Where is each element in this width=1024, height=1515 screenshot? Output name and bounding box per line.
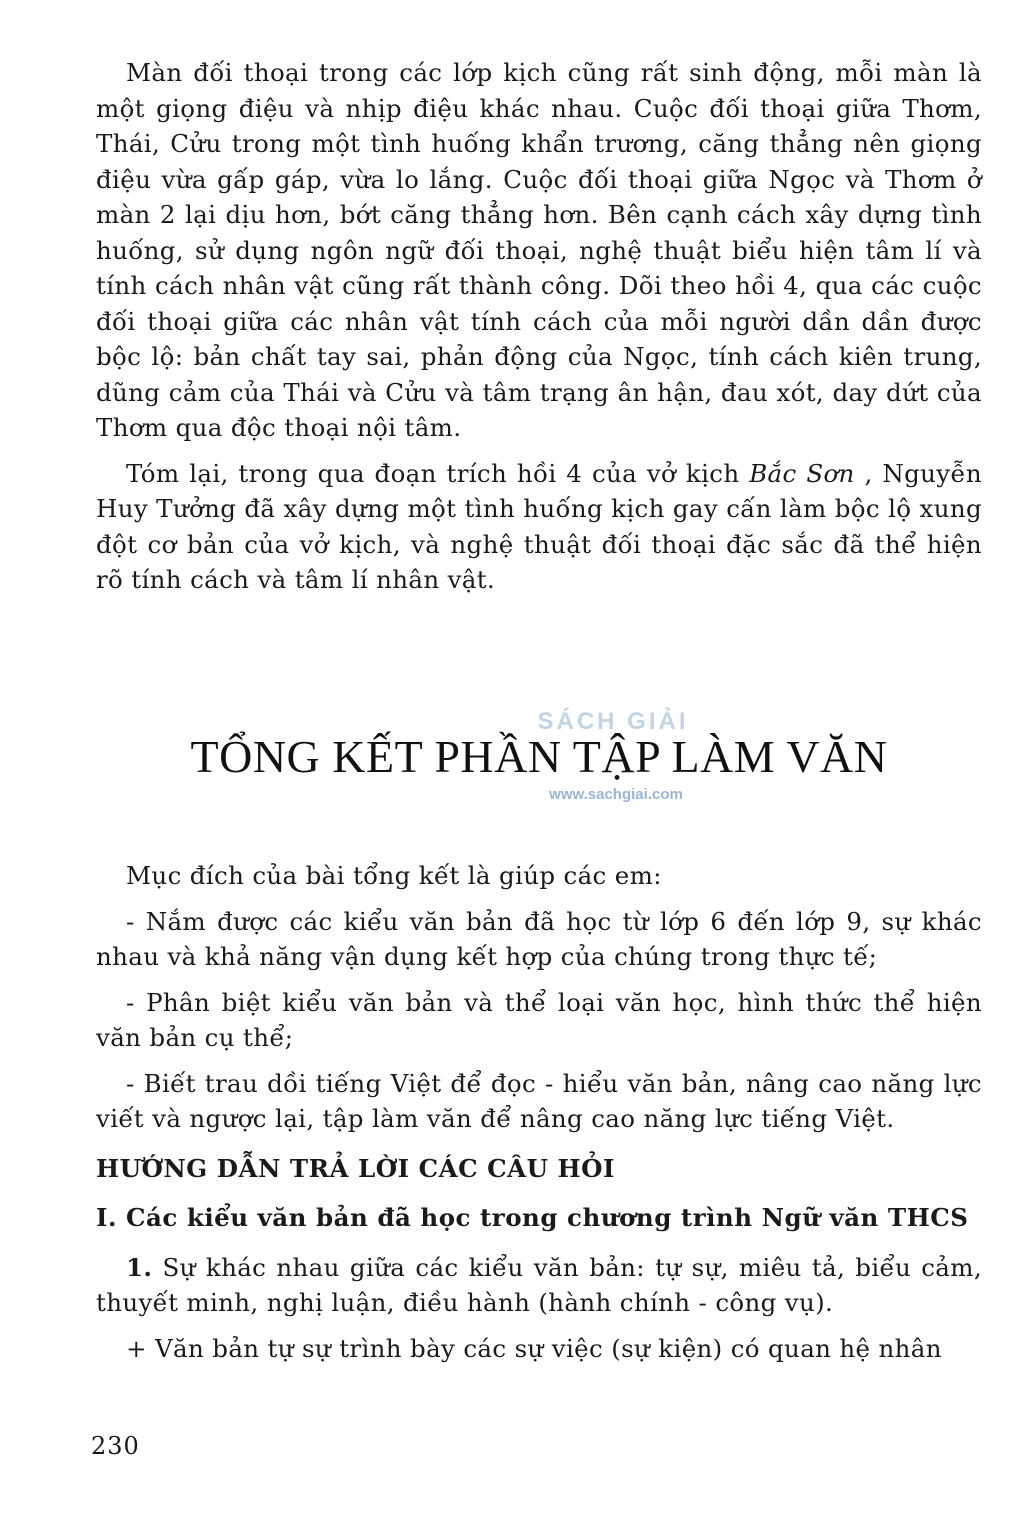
section-one-heading: I. Các kiểu văn bản đã học trong chương trình Ngữ văn THCS bbox=[96, 1203, 969, 1232]
section-one-subitem: + Văn bản tự sự trình bày các sự việc (sự kiện) có quan hệ nhân bbox=[126, 1333, 942, 1363]
page-number: 230 bbox=[91, 1432, 140, 1460]
chapter-title-block bbox=[96, 700, 982, 815]
page-body bbox=[96, 55, 982, 598]
intro-paragraph: Màn đối thoại trong các lớp kịch cũng rất sinh động, mỗi màn là một giọng điệu và nhịp điệu khác nhau. Cuộc đối thoại giữa Thơm, Thái, Cửu trong một tình huống khẩn trương, căng thẳng nên giọng điệu vừa gấp gáp, vừa lo lắng. Cuộc đối thoại giữa Ngọc và Thơm ở màn 2 lại dịu hơn, bớt căng thẳng hơn. Bên cạnh cách xây dựng tình huống, sử dụng ngôn ngữ đối thoại, nghệ thuật biểu hiện tâm lí và tính cách nhân vật cũng rất thành công. Dõi theo hồi 4, qua các cuộc đối thoại giữa các nhân vật tính cách của mỗi người dần dần được bộc lộ: bản chất tay sai, phản động của Ngọc, tính cách kiên trung, dũng cảm của Thái và Cửu và tâm trạng ân hận, đau xót, day dứt của Thơm qua độc thoại nội tâm. bbox=[96, 58, 982, 442]
objective-item: - Biết trau dồi tiếng Việt để đọc - hiểu văn bản, nâng cao năng lực viết và ngược lại, tập làm văn để nâng cao năng lực tiếng Việt. bbox=[96, 1068, 982, 1133]
summary-text-before: Tóm lại, trong qua đoạn trích hồi 4 của vở kịch bbox=[126, 458, 750, 488]
item-text: Sự khác nhau giữa các kiểu văn bản: tự sự, miêu tả, biểu cảm, thuyết minh, nghị luận, điều hành (hành chính - công vụ). bbox=[96, 1252, 982, 1317]
watermark-url: www.sachgiai.com bbox=[549, 786, 683, 803]
objectives-section bbox=[96, 858, 982, 1366]
play-title: Bắc Sơn bbox=[749, 458, 855, 488]
section-one-item-1 bbox=[96, 1250, 982, 1321]
objective-item: - Phân biệt kiểu văn bản và thể loại văn học, hình thức thể hiện văn bản cụ thể; bbox=[96, 987, 982, 1052]
chapter-title: TỔNG KẾT PHẦN TẬP LÀM VĂN bbox=[190, 731, 888, 782]
guide-heading: HƯỚNG DẪN TRẢ LỜI CÁC CÂU HỎI bbox=[96, 1153, 615, 1183]
summary-paragraph bbox=[96, 456, 982, 598]
objectives-intro: Mục đích của bài tổng kết là giúp các em: bbox=[126, 861, 662, 890]
objective-item: - Nắm được các kiểu văn bản đã học từ lớp 6 đến lớp 9, sự khác nhau và khả năng vận dụng kết hợp của chúng trong thực tế; bbox=[96, 906, 982, 971]
summary-text-after: , Nguyễn Huy Tưởng đã xây dựng một tình huống kịch gay cấn làm bộc lộ xung đột cơ bản của vở kịch, và nghệ thuật đối thoại đặc sắc đã thể hiện rõ tính cách và tâm lí nhân vật. bbox=[96, 458, 983, 594]
watermark-logo: SÁCH GIẢI bbox=[537, 708, 689, 735]
item-number: 1. bbox=[126, 1252, 153, 1282]
